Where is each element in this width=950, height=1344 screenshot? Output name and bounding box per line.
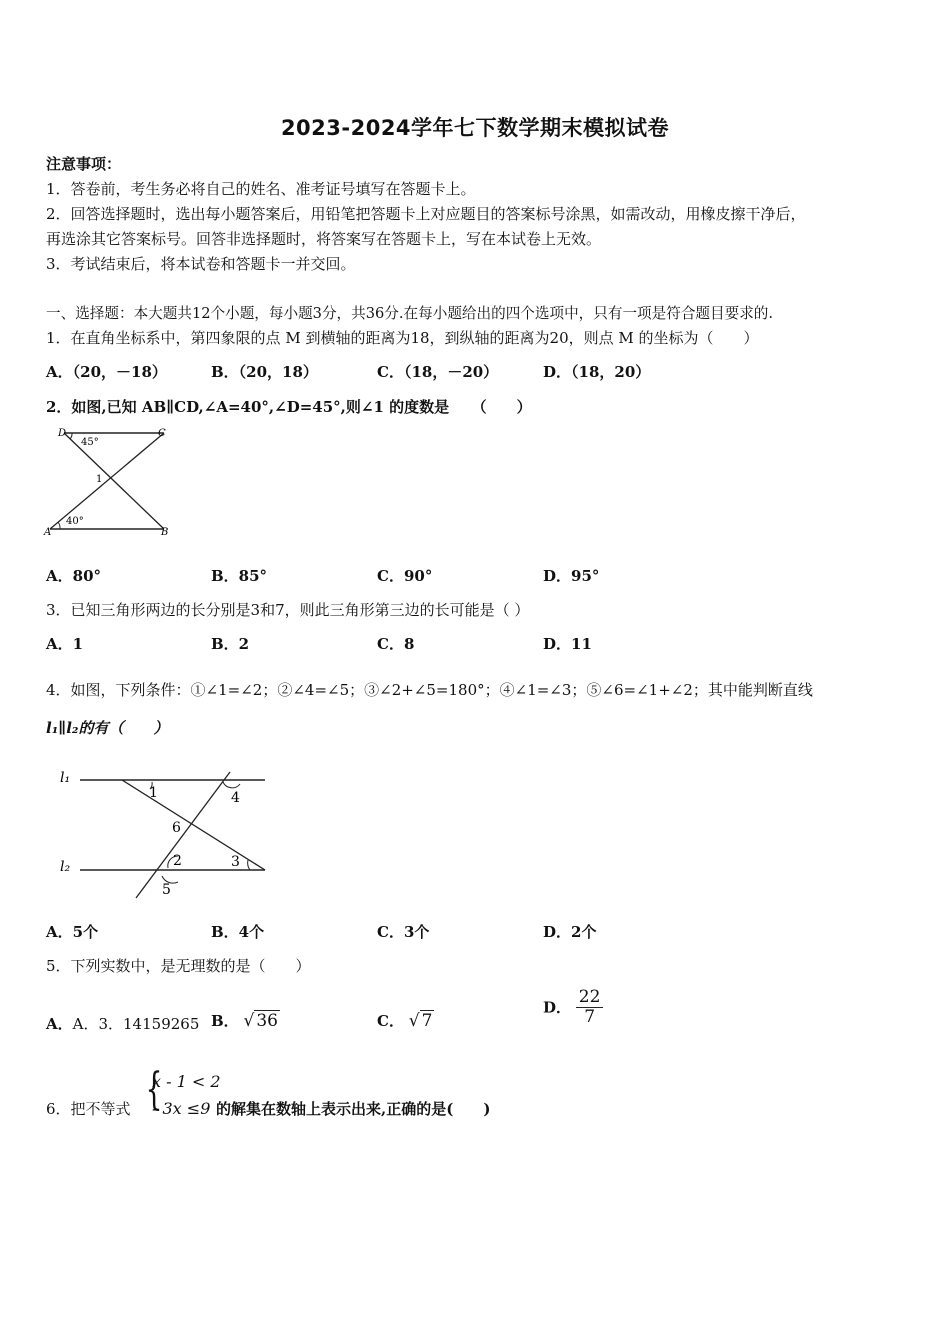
point-d-label: D [58, 428, 67, 439]
angle-d-label: 45° [81, 437, 99, 448]
point-a-label: A [44, 527, 52, 538]
q1-option-d: D．（18，20） [543, 363, 651, 381]
q3-option-d: D．11 [543, 635, 592, 653]
line-l1-label: l₁ [60, 770, 71, 786]
line-l2-label: l₂ [60, 859, 71, 875]
notice-item: 1．答卷前，考生务必将自己的姓名、准考证号填写在答题卡上。 [46, 180, 476, 198]
q3-option-c: C．8 [377, 635, 415, 653]
notice-item: 3．考试结束后，将本试卷和答题卡一并交回。 [46, 255, 356, 273]
angle-1-label: 1 [96, 474, 103, 485]
q4-option-b: B．4个 [211, 923, 265, 941]
sqrt-36: √ 36 [243, 1011, 278, 1031]
sqrt-7: √ 7 [408, 1011, 433, 1031]
q3-option-b: B．2 [211, 635, 250, 653]
q4-option-c: C．3个 [377, 923, 430, 941]
q4-figure [50, 760, 280, 905]
q4-option-a: A．5个 [46, 923, 99, 941]
q4-stem-line2: l₁∥l₂的有（ ） [46, 719, 169, 737]
q1-option-c: C．（18，－20） [377, 363, 499, 381]
notice-item: 再选涂其它答案标号。回答非选择题时，将答案写在答题卡上，写在本试卷上无效。 [46, 230, 602, 248]
section-heading: 一、选择题：本大题共12个小题，每小题3分，共36分.在每小题给出的四个选项中，只有一项是符合题目要求的. [46, 305, 774, 322]
q3-stem: 3．已知三角形两边的长分别是3和7，则此三角形第三边的长可能是（ ） [46, 601, 530, 619]
q5-stem: 5．下列实数中，是无理数的是（ ） [46, 957, 311, 975]
q5-option-d: D． $\frac{22}{7}$ [543, 988, 603, 1026]
q6-label: 6．把不等式 [46, 1100, 131, 1118]
angle-1-label: 1 [149, 785, 158, 801]
q6-tail: 的解集在数轴上表示出来,正确的是( ) [216, 1100, 491, 1118]
q2-option-d: D．95° [543, 567, 600, 585]
notice-item: 2．回答选择题时，选出每小题答案后，用铅笔把答题卡上对应题目的答案标号涂黑，如需改动，用橡皮擦干净后， [46, 205, 806, 223]
q4-stem: 4．如图，下列条件：①∠1=∠2；②∠4=∠5；③∠2+∠5=180°；④∠1=∠3；⑤∠6=∠1+∠2；其中能判断直线 [46, 681, 813, 699]
q2-option-c: C．90° [377, 567, 433, 585]
inequality-2: - 3x ≤9 [152, 1099, 211, 1118]
angle-4-label: 4 [231, 790, 240, 806]
q1-stem: 1．在直角坐标系中，第四象限的点 M 到横轴的距离为18，到纵轴的距离为20，则点 M 的坐标为（ ） [46, 329, 759, 347]
angle-2-label: 2 [173, 853, 182, 869]
angle-3-label: 3 [231, 854, 240, 870]
point-c-label: C [158, 428, 166, 439]
q3-option-a: A．1 [46, 635, 84, 653]
angle-6-label: 6 [172, 820, 181, 836]
brace-icon: { [145, 1064, 163, 1115]
inequality-1: x - 1 < 2 [152, 1072, 221, 1091]
notice-heading: 注意事项： [46, 155, 122, 173]
q5-option-c: C． √ 7 [377, 1011, 433, 1031]
q5-option-b: B． √ 36 [211, 1011, 278, 1031]
q5-option-a: A．A．3．14159265 [46, 1015, 200, 1033]
point-b-label: B [161, 527, 169, 538]
q2-option-b: B．85° [211, 567, 268, 585]
page-title: 2023-2024学年七下数学期末模拟试卷 [280, 116, 670, 140]
q1-option-b: B．（20，18） [211, 363, 318, 381]
fraction-22-7: $\frac{22}{7}$ [576, 988, 604, 1026]
q2-figure [40, 422, 180, 542]
q2-stem: 2．如图,已知 AB∥CD,∠A=40°,∠D=45°,则∠1 的度数是 （ ） [46, 398, 532, 416]
angle-a-label: 40° [66, 516, 84, 527]
q4-option-d: D．2个 [543, 923, 597, 941]
q2-option-a: A．80° [46, 567, 102, 585]
angle-5-label: 5 [162, 882, 171, 898]
q1-option-a: A．（20，－18） [46, 363, 167, 381]
